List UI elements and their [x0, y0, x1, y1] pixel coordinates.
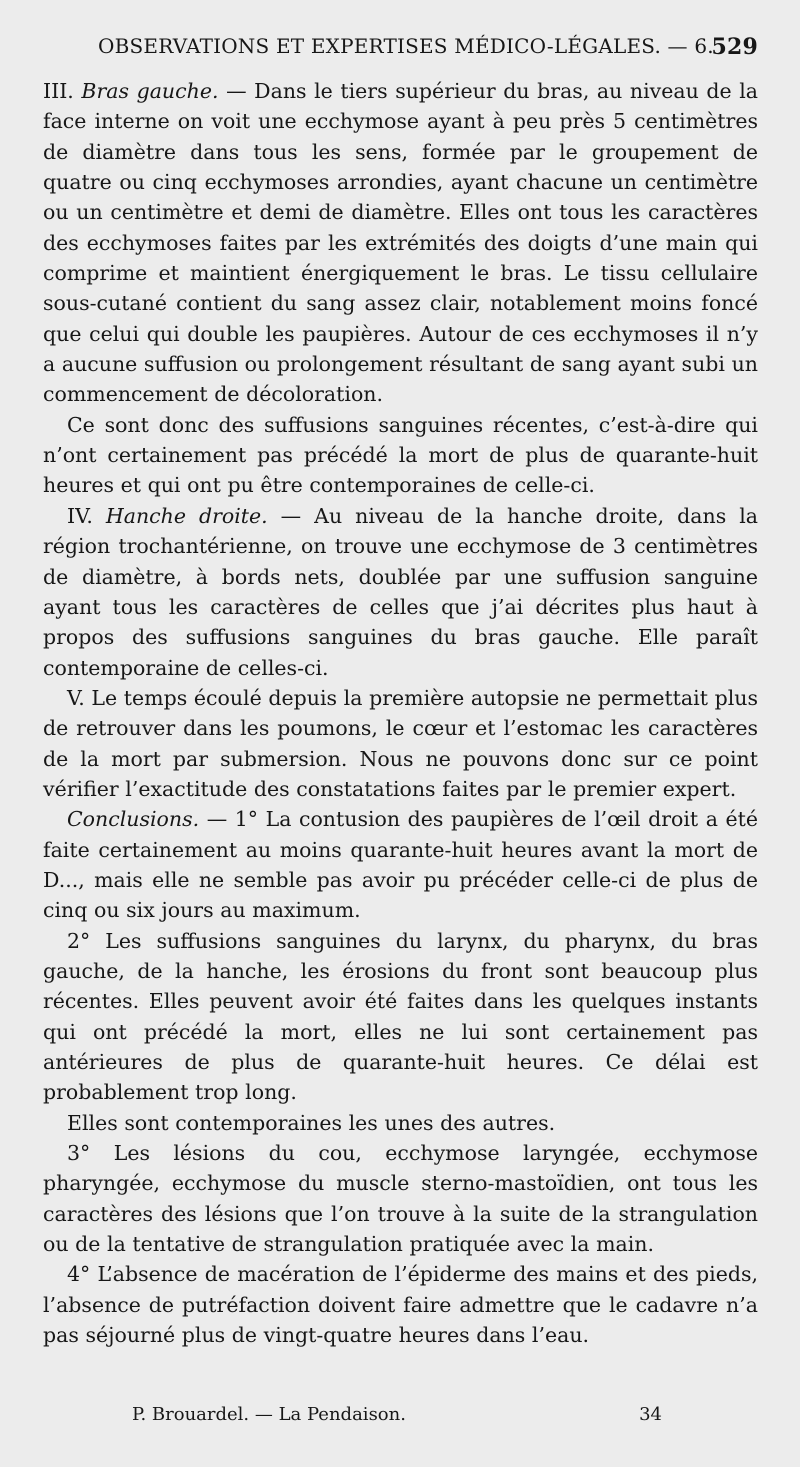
footer-title: P. Brouardel. — La Pendaison.: [132, 1404, 406, 1425]
conclusion-number: 3°: [67, 1141, 91, 1166]
paragraph-text: Le temps écoulé depuis la première autopsie ne permettait plus de retrouver dans les poumons, le cœur et l’estomac les caractères de la mort par submersion. Nous ne pouvons donc sur ce point vérifier l’exactitude des constatations faites par le premier expert.: [43, 685, 758, 801]
header-title: OBSERVATIONS ET EXPERTISES MÉDICO-LÉGALES. — 6.: [98, 34, 714, 58]
paragraph-suffusions-recentes: [43, 410, 758, 501]
section-number: V.: [67, 685, 85, 710]
page-number: 529: [711, 34, 758, 60]
section-number: IV.: [67, 503, 93, 528]
running-header: [98, 34, 758, 68]
conclusion-number: 4°: [67, 1262, 91, 1287]
paragraph-text: Les lésions du cou, ecchymose laryngée, ecchymose pharyngée, ecchymose du muscle sterno-mastoïdien, ont tous les caractères des lésions que l’on trouve à la suite de la strangulation ou de la tentative de strangulation pratiquée avec la main.: [43, 1141, 758, 1257]
paragraph-conclusion-3: [43, 1138, 758, 1259]
paragraph-hanche-droite: [43, 501, 758, 683]
paragraph-conclusion-4: [43, 1259, 758, 1350]
page-footer: [132, 1404, 662, 1434]
paragraph-contemporaines: [43, 1108, 758, 1138]
paragraph-text: — Au niveau de la hanche droite, dans la région trochantérienne, on trouve une ecchymose de 3 centimètres de diamètre, à bords nets, doublée par une suffusion sanguine ayant tous les caractères de celles que j’ai décrites plus haut à propos des suffusions sanguines du bras gauche. Elle paraît contemporaine de celles-ci.: [43, 503, 758, 680]
paragraph-text: Elles sont contemporaines les unes des autres.: [67, 1110, 556, 1135]
paragraph-text: Les suffusions sanguines du larynx, du pharynx, du bras gauche, de la hanche, les érosions du front sont beaucoup plus récentes. Elles peuvent avoir été faites dans les quelques instants qui ont précédé la mort, elles ne lui sont certainement pas antérieures de plus de quarante-huit heures. Ce délai est probablement trop long.: [43, 928, 758, 1105]
paragraph-conclusion-2: [43, 926, 758, 1108]
paragraph-conclusions: [43, 804, 758, 925]
signature-number: 34: [639, 1404, 662, 1425]
paragraph-text: L’absence de macération de l’épiderme des mains et des pieds, l’absence de putréfaction doivent faire admettre que le cadavre n’a pas séjourné plus de vingt-quatre heures dans l’eau.: [43, 1262, 758, 1348]
section-number: III.: [43, 79, 74, 103]
paragraph-text: — Dans le tiers supérieur du bras, au niveau de la face interne on voit une ecchymose ayant à peu près 5 centimètres de diamètre dans tous les sens, formée par le groupement de quatre ou cinq ecchymoses arrondies, ayant chacune un centimètre ou un centimètre et demi de diamètre. Elles ont tous les caractères des ecchymoses faites par les extrémités des doigts d’une main qui comprime et maintient énergiquement le bras. Le tissu cellulaire sous-cutané contient du sang assez clair, notablement moins foncé que celui qui double les paupières. Autour de ces ecchymoses il n’y a aucune suffusion ou prolongement résultant de sang ayant subi un commencement de décoloration.: [43, 79, 759, 407]
paragraph-text: — 1° La contusion des paupières de l’œil droit a été faite certainement au moins quarante-huit heures avant la mort de D..., mais elle ne semble pas avoir pu précéder celle-ci de plus de cinq ou six jours au maximum.: [43, 807, 758, 923]
section-heading: Hanche droite.: [105, 503, 268, 528]
section-heading: Conclusions.: [67, 807, 200, 832]
section-heading: Bras gauche.: [81, 79, 219, 103]
conclusion-number: 2°: [67, 928, 91, 953]
body-text: [43, 76, 758, 1350]
paragraph-temps-ecoule: [43, 683, 758, 804]
paragraph-text: Ce sont donc des suffusions sanguines récentes, c’est-à-dire qui n’ont certainement pas précédé la mort de plus de quarante-huit heures et qui ont pu être contemporaines de celle-ci.: [43, 412, 758, 498]
paragraph-bras-gauche: [43, 76, 758, 410]
